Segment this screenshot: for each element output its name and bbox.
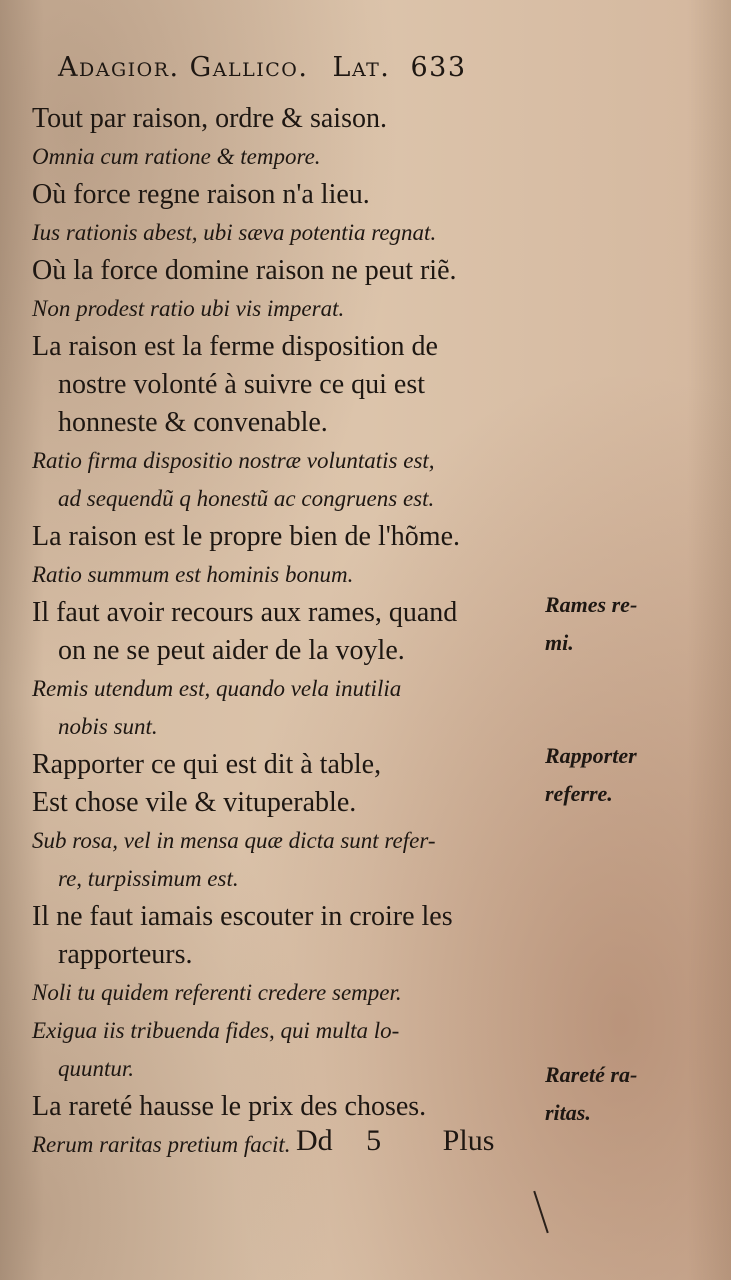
- latin-line: Ius rationis abest, ubi sæva potentia regnat.: [32, 220, 437, 245]
- latin-line: Ratio summum est hominis bonum.: [32, 562, 354, 587]
- french-line: Où force regne raison n'a lieu.: [32, 179, 370, 210]
- margin-note-line: ritas.: [545, 1100, 591, 1125]
- margin-note-line: mi.: [545, 630, 574, 655]
- french-line: La rareté hausse le prix des choses.: [32, 1091, 427, 1122]
- latin-line: nobis sunt.: [58, 714, 158, 739]
- page-footer: [296, 1124, 556, 1158]
- french-line: honneste & convenable.: [58, 407, 328, 438]
- french-line: on ne se peut aider de la voyle.: [58, 635, 405, 666]
- signature-mark: Dd: [296, 1124, 333, 1157]
- latin-line: Ratio firma dispositio nostræ voluntatis est,: [32, 448, 435, 473]
- latin-line: Rerum raritas pretium facit.: [32, 1132, 291, 1157]
- latin-line: Exigua iis tribuenda fides, qui multa lo-: [32, 1018, 400, 1043]
- header-title: Adagior. Gallico.: [58, 52, 309, 83]
- margin-note-line: Rapporter: [545, 743, 637, 768]
- margin-note-rapporter: [545, 737, 725, 813]
- text-block: [32, 100, 552, 1164]
- french-line: La raison est le propre bien de l'hõme.: [32, 521, 461, 552]
- latin-line: Remis utendum est, quando vela inutilia: [32, 676, 402, 701]
- margin-note-line: referre.: [545, 781, 613, 806]
- latin-line: Noli tu quidem referenti credere semper.: [32, 980, 402, 1005]
- latin-line: Omnia cum ratione & tempore.: [32, 144, 321, 169]
- margin-note-rarete: [545, 1056, 725, 1132]
- signature-number: 5: [366, 1124, 382, 1157]
- latin-line: Sub rosa, vel in mensa quæ dicta sunt refer-: [32, 828, 436, 853]
- page-number: 633: [410, 52, 467, 83]
- french-line: rapporteurs.: [58, 939, 193, 970]
- running-header: [58, 52, 558, 83]
- french-line: nostre volonté à suivre ce qui est: [58, 369, 426, 400]
- french-line: Il ne faut iamais escouter in croire les: [32, 901, 453, 932]
- margin-note-line: Rames re-: [545, 592, 638, 617]
- latin-line: re, turpissimum est.: [58, 866, 239, 891]
- french-line: La raison est la ferme disposition de: [32, 331, 438, 362]
- latin-line: Non prodest ratio ubi vis imperat.: [32, 296, 345, 321]
- french-line: Où la force domine raison ne peut riẽ.: [32, 255, 457, 286]
- header-lang: Lat.: [332, 52, 391, 83]
- french-line: Il faut avoir recours aux rames, quand: [32, 597, 458, 628]
- latin-line: ad sequendũ q honestũ ac congruens est.: [58, 486, 435, 511]
- margin-note-rames: [545, 586, 725, 662]
- margin-note-line: Rareté ra-: [545, 1062, 638, 1087]
- french-line: Est chose vile & vituperable.: [32, 787, 357, 818]
- french-line: Rapporter ce qui est dit à table,: [32, 749, 382, 780]
- catchword: Plus: [442, 1124, 495, 1157]
- french-line: Tout par raison, ordre & saison.: [32, 103, 387, 134]
- ink-mark: [533, 1191, 548, 1233]
- latin-line: quuntur.: [58, 1056, 135, 1081]
